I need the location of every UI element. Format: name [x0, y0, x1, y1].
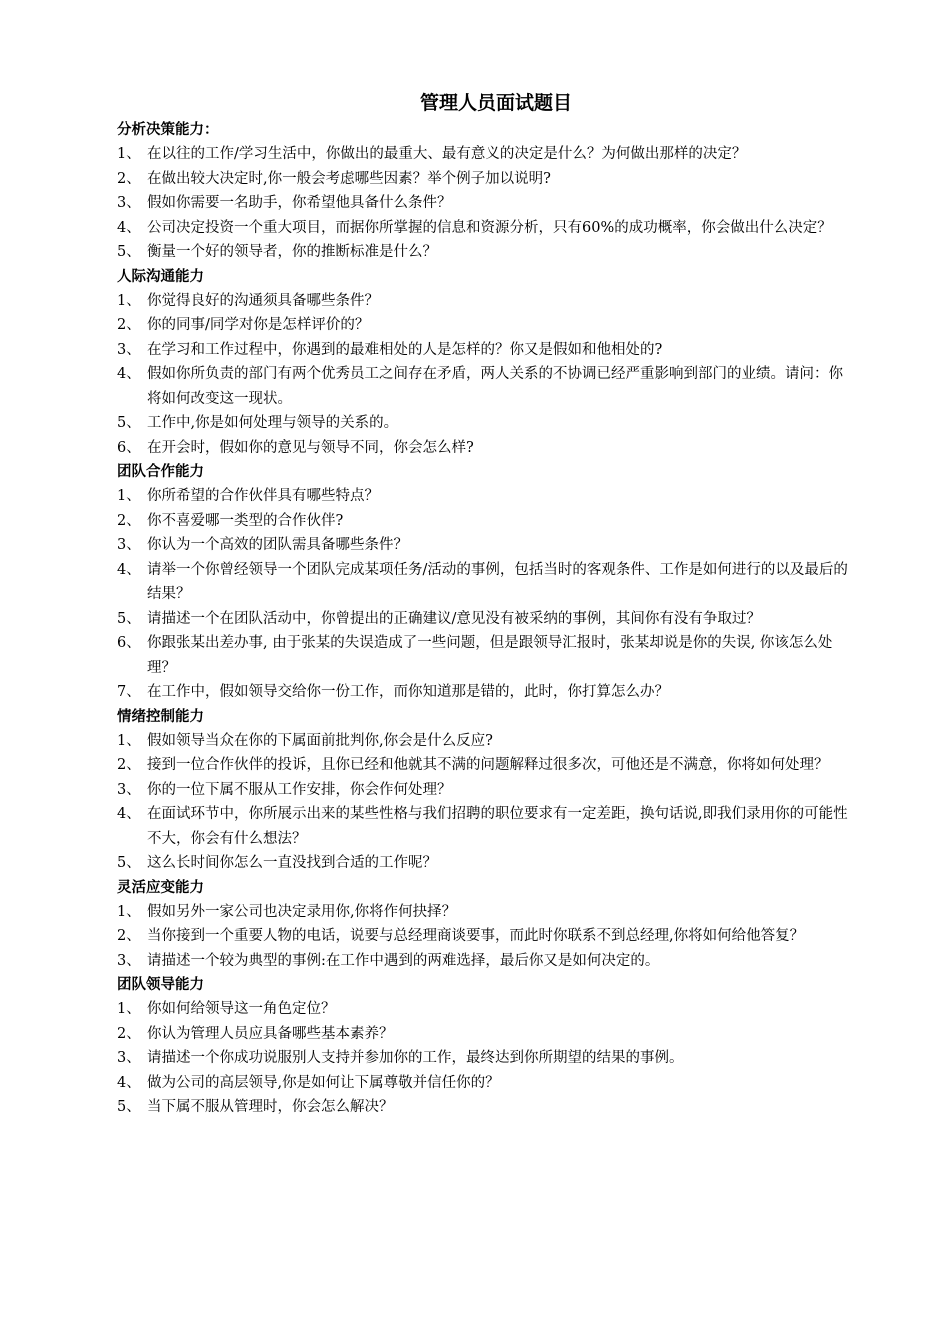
section-heading: 团队合作能力: [117, 464, 204, 480]
question-item: [117, 997, 857, 1022]
question-section: [117, 876, 857, 974]
question-item: [117, 802, 857, 851]
question-section: [117, 705, 857, 876]
question-text: 假如你所负责的部门有两个优秀员工之间存在矛盾，两人关系的不协调已经严重影响到部门的业绩。请问：你将如何改变这一现状。: [147, 366, 843, 407]
question-item: [117, 1071, 857, 1096]
question-text: 假如你需要一名助手，你希望他具备什么条件？: [147, 195, 452, 211]
section-heading: 灵活应变能力: [117, 879, 204, 896]
question-item: [117, 216, 857, 241]
question-item: [117, 1046, 857, 1071]
question-item: [117, 851, 857, 876]
question-text: 衡量一个好的领导者，你的推断标准是什么？: [147, 244, 437, 260]
question-text: 假如另外一家公司也决定录用你,你将作何抉择？: [147, 903, 457, 920]
question-text: 工作中,你是如何处理与领导的关系的。: [147, 415, 399, 431]
question-number: 5、: [117, 855, 141, 871]
question-text: 做为公司的高层领导,你是如何让下属尊敬并信任你的？: [147, 1074, 500, 1091]
question-item: [117, 142, 857, 167]
section-heading: 情绪控制能力: [117, 708, 204, 725]
question-number: 1、: [117, 146, 141, 162]
question-number: 2、: [117, 170, 141, 187]
question-number: 5、: [117, 610, 141, 627]
question-item: [117, 289, 857, 314]
question-text: 你觉得良好的沟通须具备哪些条件？: [147, 292, 379, 309]
question-item: [117, 362, 857, 411]
question-item: [117, 338, 857, 363]
question-number: 3、: [117, 952, 141, 969]
document-title: 管理人员面试题目: [419, 92, 572, 114]
question-text: 在做出较大决定时,你一般会考虑哪些因素？举个例子加以说明?: [147, 170, 551, 187]
question-item: [117, 240, 857, 265]
question-text: 公司决定投资一个重大项目，而据你所掌握的信息和资源分析，只有60%的成功概率，你会做出什么决定？: [147, 219, 832, 236]
question-text: 你认为管理人员应具备哪些基本素养？: [147, 1025, 394, 1042]
question-item: [117, 778, 857, 803]
question-text: 你的一位下属不服从工作安排，你会作何处理？: [147, 781, 452, 798]
question-text: 你所希望的合作伙伴具有哪些特点？: [147, 488, 379, 504]
question-number: 2、: [117, 512, 141, 529]
question-item: [117, 607, 857, 632]
question-section: [117, 265, 857, 461]
question-text: 请描述一个较为典型的事例:在工作中遇到的两难选择，最后你又是如何决定的。: [147, 952, 660, 969]
question-text: 当你接到一个重要人物的电话，说要与总经理商谈要事，而此时你联系不到总经理,你将如何给他答复？: [147, 928, 805, 944]
question-text: 你认为一个高效的团队需具备哪些条件？: [147, 537, 408, 553]
question-number: 5、: [117, 1099, 141, 1115]
section-heading: 分析决策能力：: [117, 122, 219, 138]
question-text: 你如何给领导这一角色定位？: [147, 1001, 336, 1017]
section-heading: 团队领导能力: [117, 977, 204, 993]
question-number: 4、: [117, 1074, 141, 1091]
question-number: 4、: [117, 561, 141, 578]
question-text: 当下属不服从管理时，你会怎么解决？: [147, 1099, 394, 1115]
question-text: 假如领导当众在你的下属面前批判你,你会是什么反应?: [147, 732, 493, 749]
question-item: [117, 167, 857, 192]
question-number: 6、: [117, 439, 141, 456]
question-text: 在以往的工作/学习生活中，你做出的最重大、最有意义的决定是什么？为何做出那样的决定？: [147, 146, 747, 162]
question-text: 请描述一个你成功说服别人支持并参加你的工作，最终达到你所期望的结果的事例。: [147, 1050, 684, 1066]
question-item: [117, 558, 857, 607]
question-item: [117, 1095, 857, 1120]
question-number: 1、: [117, 488, 141, 504]
question-number: 3、: [117, 1050, 141, 1066]
question-section: [117, 118, 857, 265]
question-number: 5、: [117, 415, 141, 431]
question-number: 1、: [117, 903, 141, 920]
question-text: 这么长时间你怎么一直没找到合适的工作呢？: [147, 855, 437, 871]
question-item: [117, 484, 857, 509]
question-number: 2、: [117, 1025, 141, 1042]
question-text: 请举一个你曾经领导一个团队完成某项任务/活动的事例，包括当时的客观条件、工作是如何进行的以及最后的结果？: [147, 561, 848, 602]
question-number: 4、: [117, 366, 141, 382]
question-text: 在开会时，假如你的意见与领导不同，你会怎么样?: [147, 439, 474, 456]
question-text: 你跟张某出差办事, 由于张某的失误造成了一些问题，但是跟领导汇报时，张某却说是你的失误, 你该怎么处理？: [147, 635, 833, 676]
question-section: [117, 460, 857, 705]
question-number: 4、: [117, 806, 141, 822]
question-item: [117, 411, 857, 436]
question-text: 你的同事/同学对你是怎样评价的？: [147, 317, 370, 333]
question-section: [117, 973, 857, 1120]
question-item: [117, 1022, 857, 1047]
question-item: [117, 191, 857, 216]
question-text: 接到一位合作伙伴的投诉，且你已经和他就其不满的问题解释过很多次，可他还是不满意，你将如何处理？: [147, 757, 829, 773]
question-number: 1、: [117, 1001, 141, 1017]
question-number: 5、: [117, 244, 141, 260]
question-item: [117, 631, 857, 680]
question-number: 3、: [117, 341, 141, 358]
question-number: 2、: [117, 928, 141, 944]
question-text: 请描述一个在团队活动中，你曾提出的正确建议/意见没有被采纳的事例，其间你有没有争取过？: [147, 610, 761, 627]
question-item: [117, 729, 857, 754]
question-number: 3、: [117, 537, 141, 553]
question-number: 3、: [117, 781, 141, 798]
question-item: [117, 924, 857, 949]
question-number: 2、: [117, 317, 141, 333]
question-number: 1、: [117, 292, 141, 309]
question-item: [117, 680, 857, 705]
question-item: [117, 313, 857, 338]
question-number: 2、: [117, 757, 141, 773]
question-item: [117, 436, 857, 461]
question-text: 在学习和工作过程中，你遇到的最难相处的人是怎样的？你又是假如和他相处的?: [147, 341, 663, 358]
question-number: 4、: [117, 219, 141, 236]
question-item: [117, 900, 857, 925]
section-heading: 人际沟通能力: [117, 268, 204, 285]
document-page: [117, 88, 857, 1120]
question-item: [117, 533, 857, 558]
question-number: 6、: [117, 635, 141, 651]
question-number: 1、: [117, 732, 141, 749]
question-item: [117, 949, 857, 974]
question-number: 7、: [117, 684, 141, 700]
question-text: 在面试环节中，你所展示出来的某些性格与我们招聘的职位要求有一定差距，换句话说,即我们录用你的可能性不大，你会有什么想法？: [147, 806, 848, 847]
question-sections: [117, 118, 857, 1120]
question-number: 3、: [117, 195, 141, 211]
question-text: 你不喜爱哪一类型的合作伙伴?: [147, 512, 344, 529]
question-text: 在工作中，假如领导交给你一份工作，而你知道那是错的，此时，你打算怎么办？: [147, 684, 669, 700]
question-item: [117, 753, 857, 778]
question-item: [117, 509, 857, 534]
